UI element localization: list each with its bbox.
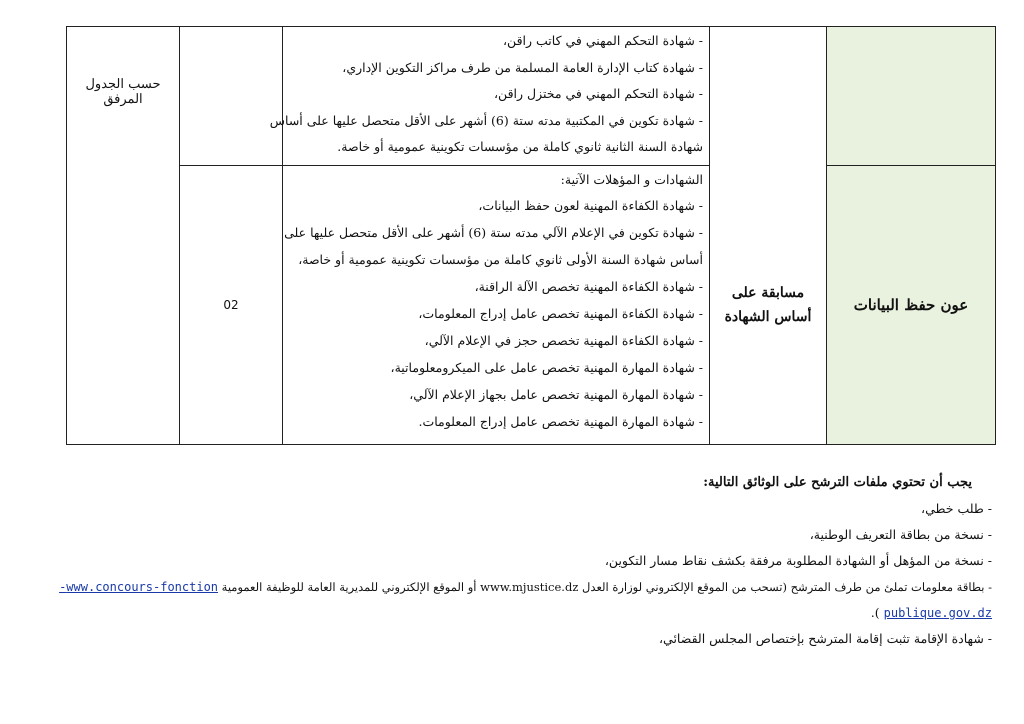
- qualification-line: - شهادة المهارة المهنية تخصص عامل على الميكرومعلوماتية،: [390, 360, 703, 375]
- qualification-line: - شهادة المهارة المهنية تخصص عامل بجهاز الإعلام الآلي،: [409, 387, 703, 402]
- recruitment-mode-cell: مسابقة على أساس الشهادة: [724, 285, 812, 325]
- qualification-line: أساس شهادة السنة الأولى ثانوي كاملة من مؤسسات تكوينية عمومية أو خاصة،: [298, 252, 703, 267]
- grade-cell-row1: [827, 27, 995, 165]
- qualification-line: - شهادة الكفاءة المهنية تخصص حجز في الإعلام الآلي،: [424, 333, 703, 348]
- qualification-line: - شهادة الكفاءة المهنية تخصص الآلة الراقنة،: [474, 279, 703, 294]
- document-item: - طلب خطي،: [921, 501, 992, 516]
- table-border-bottom: [66, 444, 996, 445]
- documents-heading: يجب أن تحتوي ملفات الترشح على الوثائق التالية:: [703, 475, 972, 490]
- count-cell: 02: [223, 298, 239, 312]
- document-item-info-form-cont: [40, 600, 992, 626]
- link-publique-gov[interactable]: publique.gov.dz: [883, 606, 992, 620]
- qualification-line: - شهادة كتاب الإدارة العامة المسلمة من طرف مراكز التكوين الإداري،: [342, 59, 703, 75]
- document-item: - نسخة من المؤهل أو الشهادة المطلوبة مرفقة بكشف نقاط مسار التكوين،: [604, 553, 992, 568]
- grade-title: عون حفظ البيانات: [853, 296, 969, 314]
- qualification-line: - شهادة تكوين في المكتبية مدته ستة (6) أشهر على الأقل متحصل عليها على أساس: [269, 112, 703, 128]
- recruitment-table: [66, 26, 996, 446]
- document-item: - شهادة الإقامة تثبت إقامة المترشح بإختصاص المجلس القضائي،: [658, 631, 992, 646]
- count-cell-attached-table: حسب الجدول المرفق: [85, 77, 161, 107]
- qualifications-cell-row1: [269, 28, 703, 164]
- grade-cell: [827, 166, 995, 444]
- qualifications-cell-row2: [284, 167, 703, 443]
- qualification-line: - شهادة الكفاءة المهنية لعون حفظ البيانات،: [478, 198, 703, 213]
- link-concours-fonction[interactable]: www.concours-fonction-: [59, 580, 219, 594]
- document-item-info-form: [40, 574, 992, 600]
- info-form-close: ).: [870, 605, 880, 620]
- col-divider: [709, 26, 710, 445]
- qualification-line: - شهادة التحكم المهني في مختزل راقن،: [494, 86, 703, 101]
- qualification-line: - شهادة الكفاءة المهنية تخصص عامل إدراج المعلومات،: [418, 306, 703, 321]
- info-form-text: - بطاقة معلومات تملئ من طرف المترشح (تسحب من الموقع الإلكتروني لوزارة العدل www.mjustice.dz أو الموقع الإلكتروني للمديرية العامة للوظيفة العمومية: [221, 580, 992, 594]
- document-item: - نسخة من بطاقة التعريف الوطنية،: [809, 527, 992, 542]
- qualification-line: - شهادة تكوين في الإعلام الآلي مدته ستة (6) أشهر على الأقل متحصل عليها على: [284, 225, 703, 240]
- qualification-line: - شهادة المهارة المهنية تخصص عامل إدراج المعلومات.: [418, 414, 703, 429]
- required-documents: [40, 470, 992, 652]
- qualification-line: الشهادات و المؤهلات الآتية:: [560, 172, 703, 187]
- qualification-line: - شهادة التحكم المهني في كاتب راقن،: [503, 33, 703, 48]
- table-border-right: [995, 26, 996, 445]
- qualification-line: شهادة السنة الثانية ثانوي كاملة من مؤسسات تكوينية عمومية أو خاصة.: [337, 139, 703, 154]
- col-divider: [282, 26, 283, 445]
